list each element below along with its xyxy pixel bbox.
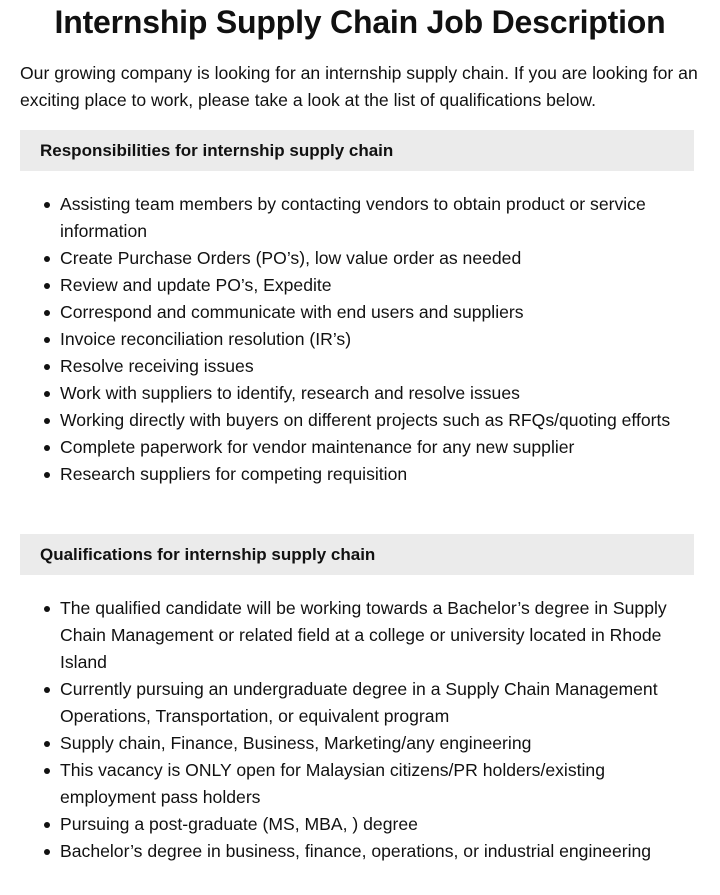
list-item: Resolve receiving issues	[60, 353, 690, 380]
list-item: Currently pursuing an undergraduate degree in a Supply Chain Management Operations, Transportation, or equivalent program	[60, 676, 690, 730]
list-item: Research suppliers for competing requisition	[60, 461, 690, 488]
responsibilities-list	[20, 191, 690, 488]
qualifications-heading: Qualifications for internship supply chain	[20, 534, 694, 575]
list-item: Correspond and communicate with end users and suppliers	[60, 299, 690, 326]
intro-paragraph: Our growing company is looking for an internship supply chain. If you are looking for an exciting place to work, please take a look at the list of qualifications below.	[20, 63, 698, 110]
list-item: Supply chain, Finance, Business, Marketing/any engineering	[60, 730, 690, 757]
list-item: Complete paperwork for vendor maintenance for any new supplier	[60, 434, 690, 461]
qualifications-list	[20, 595, 690, 865]
list-item: Pursuing a post-graduate (MS, MBA, ) degree	[60, 811, 690, 838]
list-item: Review and update PO’s, Expedite	[60, 272, 690, 299]
list-item: Bachelor’s degree in business, finance, operations, or industrial engineering	[60, 838, 690, 865]
responsibilities-heading: Responsibilities for internship supply chain	[20, 130, 694, 171]
list-item: The qualified candidate will be working towards a Bachelor’s degree in Supply Chain Management or related field at a college or university located in Rhode Island	[60, 595, 690, 676]
list-item: Work with suppliers to identify, research and resolve issues	[60, 380, 690, 407]
list-item: Invoice reconciliation resolution (IR’s)	[60, 326, 690, 353]
list-item: This vacancy is ONLY open for Malaysian citizens/PR holders/existing employment pass holders	[60, 757, 690, 811]
list-item: Create Purchase Orders (PO’s), low value order as needed	[60, 245, 690, 272]
page-title: Internship Supply Chain Job Description	[54, 4, 666, 40]
list-item: Working directly with buyers on different projects such as RFQs/quoting efforts	[60, 407, 690, 434]
list-item: Assisting team members by contacting vendors to obtain product or service information	[60, 191, 690, 245]
